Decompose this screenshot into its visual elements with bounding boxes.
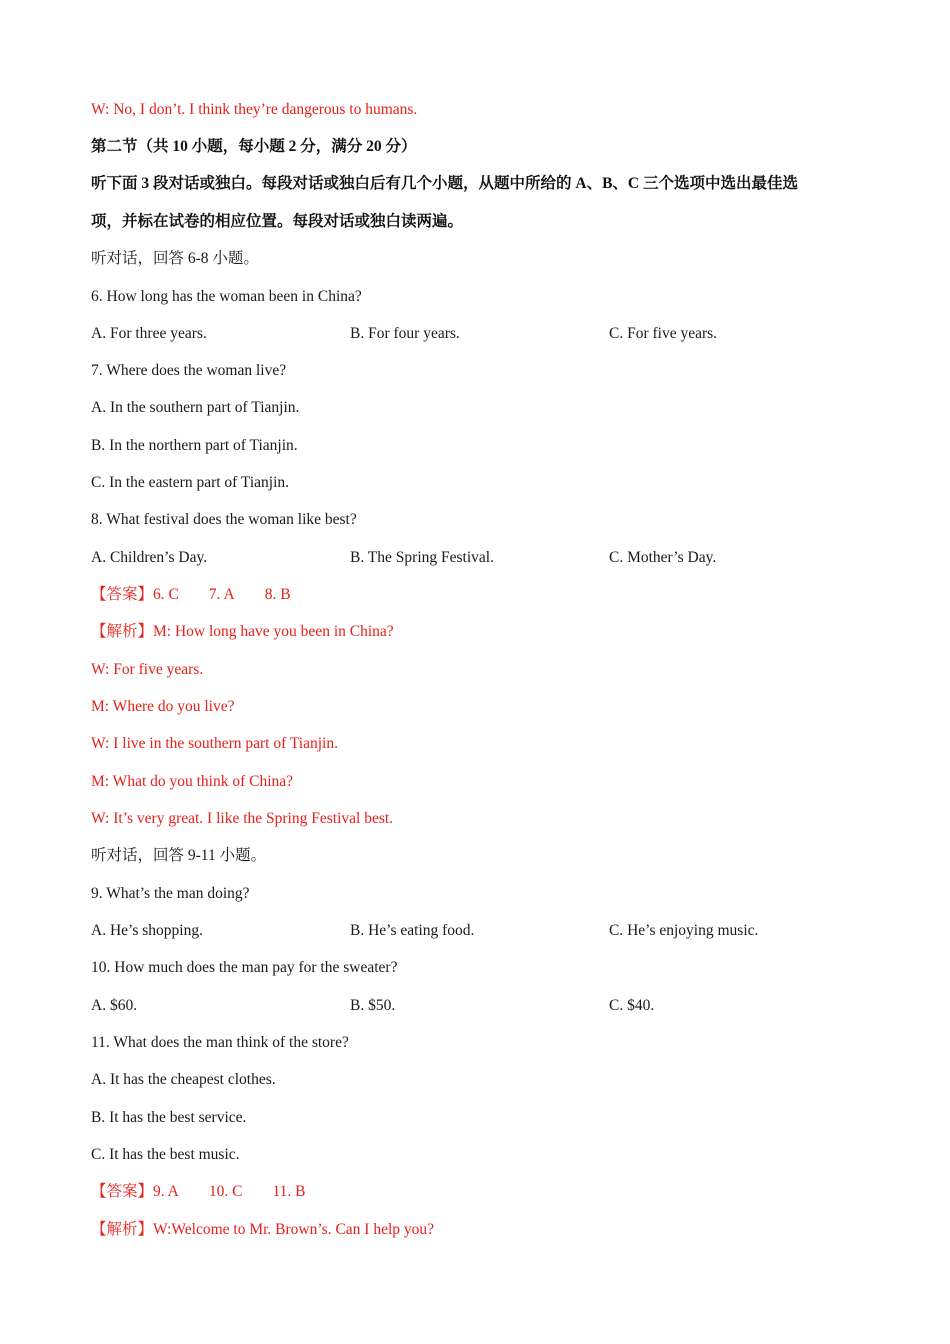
option-a: A. It has the cheapest clothes. xyxy=(91,1071,276,1088)
explanation xyxy=(91,622,394,642)
option-a: A. $60. xyxy=(91,997,138,1014)
section-title: 第二节（共 10 小题，每小题 2 分，满分 20 分） xyxy=(91,138,417,155)
explanation-label: 【解析】 xyxy=(91,1221,154,1238)
dialogue-line: W: For five years. xyxy=(91,661,204,678)
option-c: C. He’s enjoying music. xyxy=(609,922,759,939)
option-b: B. It has the best service. xyxy=(91,1109,247,1126)
question-11: 11. What does the man think of the store? xyxy=(91,1034,349,1051)
option-c: C. It has the best music. xyxy=(91,1146,240,1163)
explanation-label: 【解析】 xyxy=(91,623,154,640)
question-9: 9. What’s the man doing? xyxy=(91,885,250,902)
question-7: 7. Where does the woman live? xyxy=(91,362,287,379)
option-b: B. For four years. xyxy=(350,325,460,342)
question-8: 8. What festival does the woman like best? xyxy=(91,511,357,528)
answer-key xyxy=(91,1182,305,1202)
explanation-text: M: How long have you been in China? xyxy=(153,623,394,640)
dialogue-line: W: I live in the southern part of Tianjin. xyxy=(91,735,338,752)
option-a: A. For three years. xyxy=(91,325,207,342)
answer-item: 8. B xyxy=(264,586,291,603)
question-10: 10. How much does the man pay for the sweater? xyxy=(91,959,398,976)
option-b: B. In the northern part of Tianjin. xyxy=(91,437,298,454)
listening-prompt: 听对话，回答 6-8 小题。 xyxy=(91,250,259,267)
dialogue-line: M: Where do you live? xyxy=(91,698,235,715)
explanation-text: W:Welcome to Mr. Brown’s. Can I help you? xyxy=(153,1221,435,1238)
question-6: 6. How long has the woman been in China? xyxy=(91,288,362,305)
option-b: B. The Spring Festival. xyxy=(350,549,494,566)
option-c: C. Mother’s Day. xyxy=(609,549,717,566)
option-c: C. $40. xyxy=(609,997,655,1014)
answer-item: 7. A xyxy=(208,586,235,603)
explanation xyxy=(91,1220,434,1240)
option-b: B. $50. xyxy=(350,997,396,1014)
answer-item: 11. B xyxy=(272,1183,306,1200)
option-b: B. He’s eating food. xyxy=(350,922,475,939)
dialogue-line: M: What do you think of China? xyxy=(91,773,294,790)
option-c: C. In the eastern part of Tianjin. xyxy=(91,474,290,491)
answer-label: 【答案】 xyxy=(91,586,154,603)
dialogue-line: W: It’s very great. I like the Spring Festival best. xyxy=(91,810,394,827)
answer-item: 9. A xyxy=(153,1183,179,1200)
instructions-line-2: 项，并标在试卷的相应位置。每段对话或独白读两遍。 xyxy=(91,213,464,230)
instructions-line-1: 听下面 3 段对话或独白。每段对话或独白后有几个小题，从题中所给的 A、B、C 三个选项中选出最佳选 xyxy=(91,175,798,192)
answer-key xyxy=(91,585,291,605)
option-a: A. He’s shopping. xyxy=(91,922,203,939)
answer-item: 10. C xyxy=(208,1183,243,1200)
option-c: C. For five years. xyxy=(609,325,718,342)
answer-item: 6. C xyxy=(153,586,179,603)
option-a: A. In the southern part of Tianjin. xyxy=(91,399,300,416)
option-a: A. Children’s Day. xyxy=(91,549,208,566)
dialogue-line: W: No, I don’t. I think they’re dangerous to humans. xyxy=(91,101,418,118)
listening-prompt: 听对话，回答 9-11 小题。 xyxy=(91,847,267,864)
answer-label: 【答案】 xyxy=(91,1183,154,1200)
